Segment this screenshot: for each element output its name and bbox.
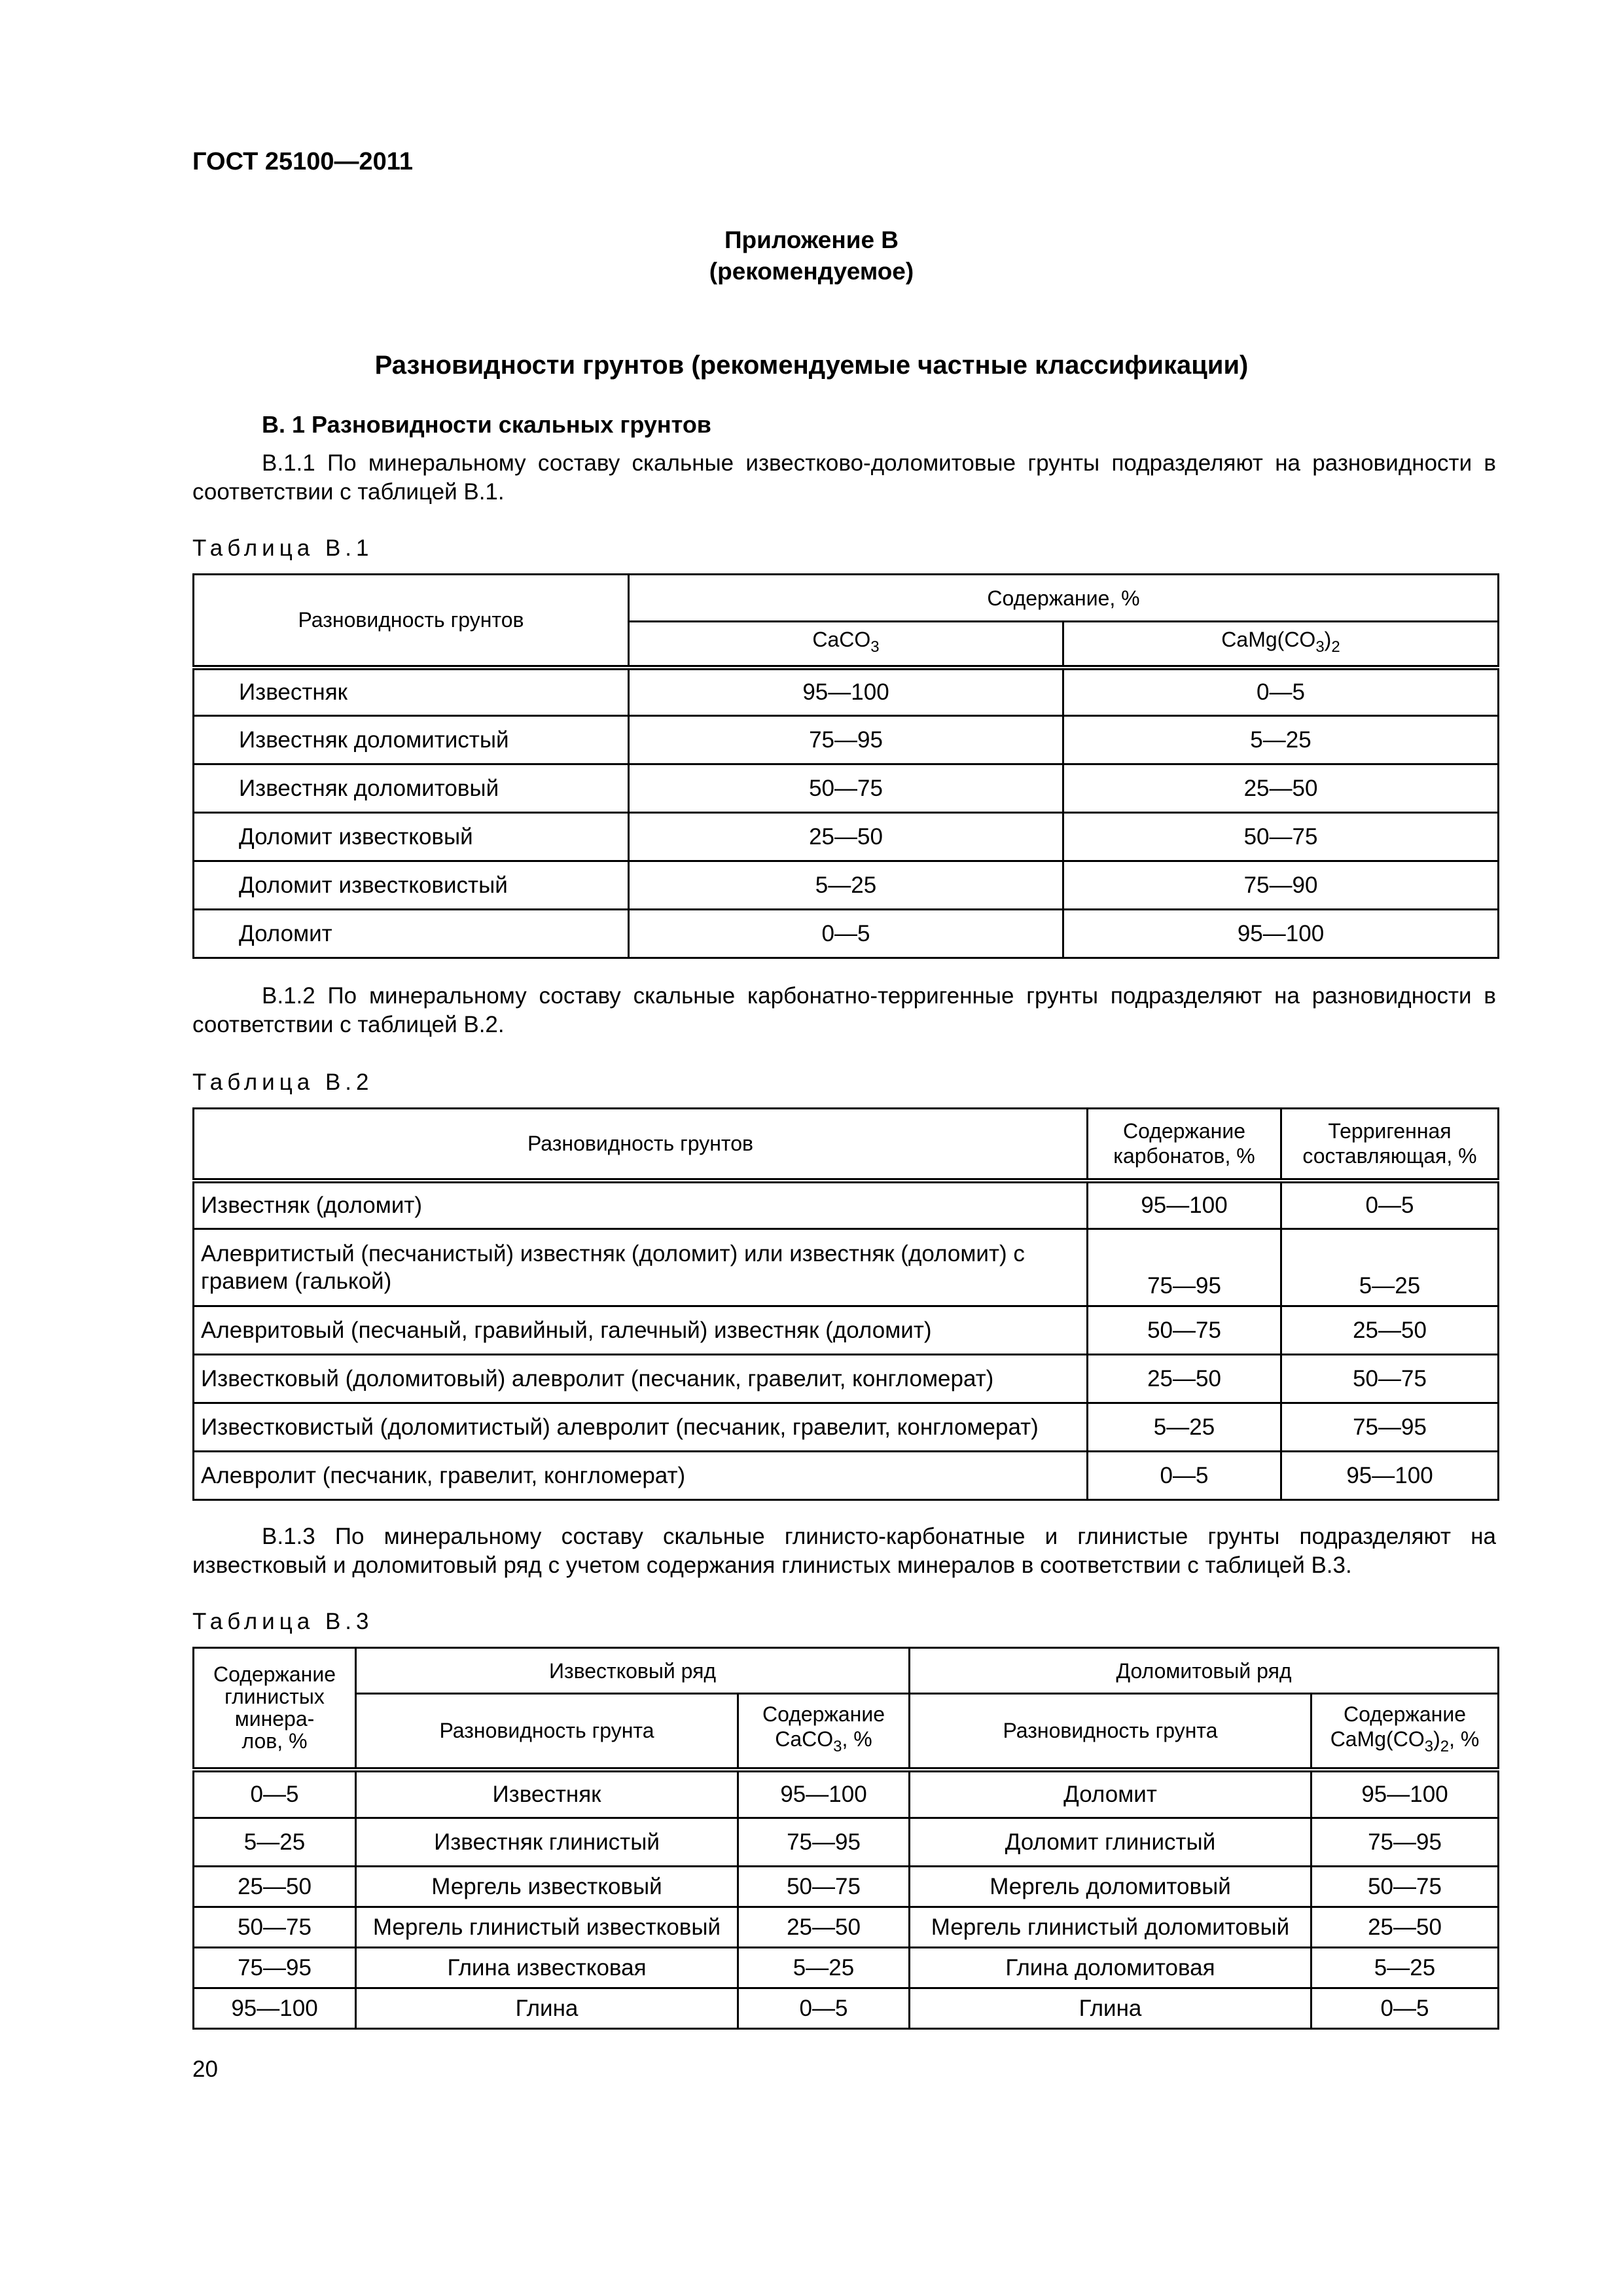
table1-head-camg: $CaMg(CO_3)_2$ bbox=[1063, 622, 1499, 668]
table-cell: 95—100 bbox=[1281, 1452, 1499, 1500]
table-cell: 50—75 bbox=[1063, 813, 1499, 861]
table-cell: 0—5 bbox=[1063, 668, 1499, 716]
page-number: 20 bbox=[192, 2056, 218, 2082]
table-cell: Известковистый (доломитистый) алевролит (песчаник, гравелит, конгломерат) bbox=[194, 1403, 1088, 1452]
table-cell: Глина доломитовая bbox=[910, 1948, 1311, 1988]
table-cell: Глина bbox=[356, 1988, 738, 2029]
table-row bbox=[194, 1907, 1499, 1948]
table3-head-lime-content: Содержание CaCO$_3$, % bbox=[738, 1694, 910, 1770]
table-cell: 95—100 bbox=[1088, 1181, 1281, 1229]
table-cell: 75—95 bbox=[629, 716, 1063, 764]
table-cell: 5—25 bbox=[1311, 1948, 1499, 1988]
subsection-title: В. 1 Разновидности скальных грунтов bbox=[262, 411, 711, 438]
table-cell: Алевритовый (песчаный, гравийный, галечный) известняк (доломит) bbox=[194, 1306, 1088, 1355]
table-cell: 0—5 bbox=[1088, 1452, 1281, 1500]
table-row bbox=[194, 910, 1499, 958]
annex-status: (рекомендуемое) bbox=[709, 258, 914, 285]
table-cell: Мергель глинистый известковый bbox=[356, 1907, 738, 1948]
table1-caption: Таблица В.1 bbox=[192, 535, 374, 561]
table3-caption: Таблица В.3 bbox=[192, 1609, 374, 1634]
table-cell: 50—75 bbox=[1281, 1355, 1499, 1403]
table-cell: 50—75 bbox=[1311, 1867, 1499, 1907]
table-cell: Известняк доломитистый bbox=[194, 716, 629, 764]
table-row bbox=[194, 1306, 1499, 1355]
table-b3 bbox=[192, 1647, 1499, 2030]
annex-title: Приложение В bbox=[724, 226, 899, 253]
table2-caption: Таблица В.2 bbox=[192, 1069, 374, 1095]
table3-head-lime-variety: Разновидность грунта bbox=[356, 1694, 738, 1770]
table2-head-carbonates: Содержание карбонатов, % bbox=[1088, 1109, 1281, 1181]
table-row bbox=[194, 764, 1499, 813]
table-cell: 25—50 bbox=[1311, 1907, 1499, 1948]
paragraph-b13: В.1.3 По минеральному составу скальные глинисто-карбонатные и глинистые грунты подразделяют на известковый и доломитовый ряд с учетом содержания глинистых минералов в соответствии с таблицей В.3. bbox=[192, 1524, 1496, 1578]
table-cell: 25—50 bbox=[1088, 1355, 1281, 1403]
table-cell: Доломит глинистый bbox=[910, 1818, 1311, 1867]
table-cell: 25—50 bbox=[194, 1867, 356, 1907]
table-cell: Доломит bbox=[910, 1770, 1311, 1818]
table-cell: 0—5 bbox=[629, 910, 1063, 958]
table1-head-variety: Разновидность грунтов bbox=[194, 575, 629, 668]
table3-head-dolo-variety: Разновидность грунта bbox=[910, 1694, 1311, 1770]
table3-head-dolo-content: Содержание $CaMg(CO_3)_2$, % bbox=[1311, 1694, 1499, 1770]
table-cell: 0—5 bbox=[1311, 1988, 1499, 2029]
table-cell: 75—95 bbox=[194, 1948, 356, 1988]
table-cell: 75—95 bbox=[738, 1818, 910, 1867]
table-cell: 95—100 bbox=[1311, 1770, 1499, 1818]
table-cell: 75—90 bbox=[1063, 861, 1499, 910]
table-row bbox=[194, 1181, 1499, 1229]
table-cell: Мергель глинистый доломитовый bbox=[910, 1907, 1311, 1948]
table-cell: 75—95 bbox=[1311, 1818, 1499, 1867]
table2-head-variety: Разновидность грунтов bbox=[194, 1109, 1088, 1181]
table-cell: 25—50 bbox=[629, 813, 1063, 861]
table-cell: 50—75 bbox=[629, 764, 1063, 813]
table-cell: 0—5 bbox=[194, 1770, 356, 1818]
table2-head-terrigenous: Терригенная составляющая, % bbox=[1281, 1109, 1499, 1181]
table-cell: Доломит bbox=[194, 910, 629, 958]
table-cell: Алевритистый (песчанистый) известняк (доломит) или известняк (доломит) с гравием (галькой) bbox=[194, 1229, 1088, 1306]
table1-head-caco3: CaCO$_3$ bbox=[629, 622, 1063, 668]
table-b2 bbox=[192, 1107, 1499, 1501]
document-code: ГОСТ 25100—2011 bbox=[192, 148, 413, 175]
table-cell: Доломит известковый bbox=[194, 813, 629, 861]
table-row bbox=[194, 861, 1499, 910]
table-cell: 50—75 bbox=[194, 1907, 356, 1948]
table-row bbox=[194, 1770, 1499, 1818]
table-cell: Известняк (доломит) bbox=[194, 1181, 1088, 1229]
table-cell: Известняк глинистый bbox=[356, 1818, 738, 1867]
table-row bbox=[194, 668, 1499, 716]
table-cell: 5—25 bbox=[1063, 716, 1499, 764]
table-cell: 5—25 bbox=[1281, 1229, 1499, 1306]
table-cell: Алевролит (песчаник, гравелит, конгломерат) bbox=[194, 1452, 1088, 1500]
table-cell: Известняк bbox=[356, 1770, 738, 1818]
table-cell: Мергель известковый bbox=[356, 1867, 738, 1907]
table-row bbox=[194, 1452, 1499, 1500]
table-row bbox=[194, 1948, 1499, 1988]
table3-head-clay: Содержание глинистых минера- лов, % bbox=[194, 1648, 356, 1770]
table1-head-content: Содержание, % bbox=[629, 575, 1499, 622]
table-cell: Глина известковая bbox=[356, 1948, 738, 1988]
table-row bbox=[194, 716, 1499, 764]
paragraph-b11: В.1.1 По минеральному составу скальные известково-доломитовые грунты подразделяют на разновидности в соответствии с таблицей В.1. bbox=[192, 450, 1496, 505]
table-cell: Глина bbox=[910, 1988, 1311, 2029]
table-row bbox=[194, 1403, 1499, 1452]
table-cell: 0—5 bbox=[1281, 1181, 1499, 1229]
table-cell: 5—25 bbox=[738, 1948, 910, 1988]
table-cell: 25—50 bbox=[738, 1907, 910, 1948]
table-row bbox=[194, 1867, 1499, 1907]
table-cell: Известняк доломитовый bbox=[194, 764, 629, 813]
table-row bbox=[194, 1229, 1499, 1306]
table-cell: 50—75 bbox=[1088, 1306, 1281, 1355]
table-row bbox=[194, 1818, 1499, 1867]
table-row bbox=[194, 1355, 1499, 1403]
section-title: Разновидности грунтов (рекомендуемые частные классификации) bbox=[374, 351, 1249, 380]
table-cell: 95—100 bbox=[629, 668, 1063, 716]
table3-head-dolo-series: Доломитовый ряд bbox=[910, 1648, 1499, 1694]
table-cell: 0—5 bbox=[738, 1988, 910, 2029]
paragraph-b12: В.1.2 По минеральному составу скальные карбонатно-терригенные грунты подразделяют на разновидности в соответствии с таблицей В.2. bbox=[192, 983, 1496, 1037]
table-cell: 25—50 bbox=[1281, 1306, 1499, 1355]
table-cell: Известняк bbox=[194, 668, 629, 716]
table-cell: 5—25 bbox=[194, 1818, 356, 1867]
table-cell: 5—25 bbox=[1088, 1403, 1281, 1452]
table-cell: 75—95 bbox=[1281, 1403, 1499, 1452]
table-b1 bbox=[192, 573, 1499, 959]
table-cell: 25—50 bbox=[1063, 764, 1499, 813]
table-cell: 95—100 bbox=[738, 1770, 910, 1818]
table-cell: 75—95 bbox=[1088, 1229, 1281, 1306]
table-cell: 50—75 bbox=[738, 1867, 910, 1907]
table-cell: 5—25 bbox=[629, 861, 1063, 910]
table-row bbox=[194, 1988, 1499, 2029]
table-cell: 95—100 bbox=[1063, 910, 1499, 958]
table3-head-lime-series: Известковый ряд bbox=[356, 1648, 910, 1694]
table-row bbox=[194, 813, 1499, 861]
table-cell: Известковый (доломитовый) алевролит (песчаник, гравелит, конгломерат) bbox=[194, 1355, 1088, 1403]
table-cell: 95—100 bbox=[194, 1988, 356, 2029]
table-cell: Доломит известковистый bbox=[194, 861, 629, 910]
table-cell: Мергель доломитовый bbox=[910, 1867, 1311, 1907]
